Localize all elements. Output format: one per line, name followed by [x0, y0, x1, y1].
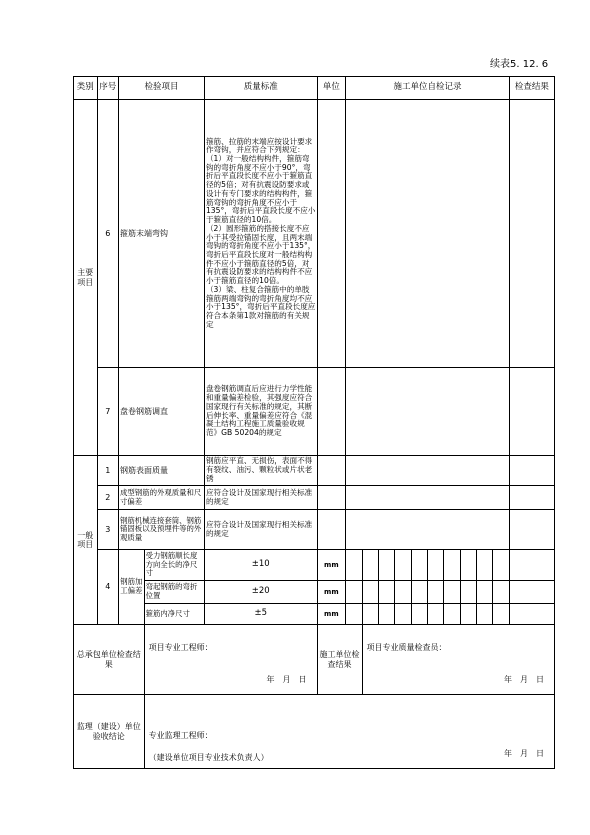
header-seq: 序号: [97, 77, 118, 100]
signature-row: [74, 695, 555, 769]
sub-item-name: 弯起钢筋的弯折位置: [144, 581, 204, 604]
supervision-sign-area[interactable]: [144, 695, 554, 769]
tolerance-value: ±20: [204, 581, 317, 604]
table-row: [74, 100, 555, 368]
inspection-table: [73, 76, 555, 769]
check-cell[interactable]: [444, 550, 460, 581]
check-cell[interactable]: [427, 581, 443, 604]
item-cell: 钢筋表面质量: [119, 456, 205, 486]
check-cell[interactable]: [362, 604, 378, 625]
unit-value: mm: [317, 581, 346, 604]
unit-value: mm: [317, 550, 346, 581]
standard-cell: 钢筋应平直、无损伤，表面不得有裂纹、油污、颗粒状或片状老锈: [204, 456, 317, 486]
check-cell[interactable]: [411, 581, 427, 604]
table-row: [74, 510, 555, 550]
check-cell[interactable]: [378, 581, 394, 604]
item-cell: 钢筋机械连接套筒、钢筋锚固板以及预埋件等的外观质量: [119, 510, 205, 550]
unit-cell[interactable]: [317, 456, 346, 486]
check-cell[interactable]: [346, 550, 362, 581]
standard-cell: 应符合设计及国家现行相关标准的规定: [204, 486, 317, 510]
supervision-label: 监理（建设）单位验收结论: [74, 695, 145, 769]
result-cell[interactable]: [509, 510, 554, 550]
check-cell[interactable]: [460, 550, 476, 581]
check-cell[interactable]: [346, 581, 362, 604]
header-item: 检验项目: [119, 77, 205, 100]
item-cell: 箍筋末端弯钩: [119, 100, 205, 368]
unit-cell[interactable]: [317, 100, 346, 368]
subcontractor-date: 年 月 日: [266, 674, 307, 684]
unit-cell[interactable]: [317, 510, 346, 550]
standard-cell: 应符合设计及国家现行相关标准的规定: [204, 510, 317, 550]
contractor-inspector-label: 项目专业质量检查员：: [366, 643, 447, 652]
subgroup-label: 钢筋加工偏差: [119, 550, 145, 625]
contractor-label: 施工单位检查结果: [317, 625, 362, 695]
check-cell[interactable]: [395, 550, 411, 581]
tolerance-value: ±10: [204, 550, 317, 581]
seq-cell: 4: [97, 550, 118, 625]
seq-cell: 2: [97, 486, 118, 510]
item-cell: 成型钢筋的外观质量和尺寸偏差: [119, 486, 205, 510]
standard-cell: 盘卷钢筋调直后应进行力学性能和重量偏差检验，其强度应符合国家现行有关标准的规定，其断后伸长率、重量偏差应符合《混凝土结构工程施工质量验收规范》GB 50204的规定: [204, 368, 317, 456]
supervision-engineer-label: 专业监理工程师：: [148, 731, 213, 740]
check-cell[interactable]: [477, 604, 493, 625]
check-cell[interactable]: [493, 550, 509, 581]
self-check-cell[interactable]: [346, 456, 510, 486]
table-row: [74, 486, 555, 510]
check-cell[interactable]: [362, 581, 378, 604]
seq-cell: 6: [97, 100, 118, 368]
table-row: [74, 604, 555, 625]
table-row: [74, 550, 555, 581]
subcontractor-label: 总承包单位检查结果: [74, 625, 145, 695]
contractor-date: 年 月 日: [504, 674, 544, 684]
result-cell[interactable]: [509, 486, 554, 510]
seq-cell: 3: [97, 510, 118, 550]
check-cell[interactable]: [477, 581, 493, 604]
result-cell[interactable]: [509, 550, 554, 581]
tolerance-value: ±5: [204, 604, 317, 625]
self-check-cell[interactable]: [346, 100, 510, 368]
contractor-sign-area[interactable]: [362, 625, 554, 695]
standard-cell: 箍筋、拉筋的末端应按设计要求作弯钩，并应符合下列规定： （1）对一般结构构件，箍筋弯钩的弯折角度不应小于90°，弯折后平直段长度不应小于箍筋直径的5倍；对有抗震设防要求或设计有专门要求的结构构件，箍筋弯钩的弯折角度不应小于135°，弯折后平直段长度不应小于箍筋直径的10倍。 （2）圆形箍筋的搭接长度不应小于其受拉锚固长度，且两末端弯钩的弯折角度不应小于135°，弯折后平直段长度对一般结构构件不应小于箍筋直径的5倍，对有抗震设防要求的结构构件不应小于箍筋直径的10倍。 （3）梁、柱复合箍筋中的单肢箍筋两端弯钩的弯折角度均不应小于135°，弯折后平直段长度应符合本条第1款对箍筋的有关规定: [204, 100, 317, 368]
supervision-date: 年 月 日: [504, 748, 544, 758]
check-cell[interactable]: [395, 604, 411, 625]
check-cell[interactable]: [346, 604, 362, 625]
header-standard: 质量标准: [204, 77, 317, 100]
supervision-note: （建设单位项目专业技术负责人）: [148, 753, 269, 762]
seq-cell: 7: [97, 368, 118, 456]
unit-value: mm: [317, 604, 346, 625]
check-cell[interactable]: [493, 604, 509, 625]
item-cell: 盘卷钢筋调直: [119, 368, 205, 456]
sub-item-name: 箍筋内净尺寸: [144, 604, 204, 625]
check-cell[interactable]: [477, 550, 493, 581]
result-cell[interactable]: [509, 456, 554, 486]
unit-cell[interactable]: [317, 368, 346, 456]
check-cell[interactable]: [411, 550, 427, 581]
check-cell[interactable]: [460, 604, 476, 625]
check-cell[interactable]: [444, 604, 460, 625]
self-check-cell[interactable]: [346, 486, 510, 510]
category-general: 一般项目: [74, 456, 98, 625]
table-continuation-label: 续表5. 12. 6: [490, 59, 549, 70]
table-row: [74, 368, 555, 456]
check-cell[interactable]: [411, 604, 427, 625]
check-cell[interactable]: [427, 604, 443, 625]
result-cell[interactable]: [509, 581, 554, 604]
check-cell[interactable]: [378, 550, 394, 581]
result-cell[interactable]: [509, 100, 554, 368]
subcontractor-sign-area[interactable]: [144, 625, 317, 695]
header-row: [74, 77, 555, 100]
check-cell[interactable]: [378, 604, 394, 625]
result-cell[interactable]: [509, 368, 554, 456]
self-check-cell[interactable]: [346, 368, 510, 456]
check-cell[interactable]: [427, 550, 443, 581]
unit-cell[interactable]: [317, 486, 346, 510]
result-cell[interactable]: [509, 604, 554, 625]
signature-row: [74, 625, 555, 695]
check-cell[interactable]: [444, 581, 460, 604]
check-cell[interactable]: [395, 581, 411, 604]
header-category: 类别: [74, 77, 98, 100]
check-cell[interactable]: [362, 550, 378, 581]
table-row: [74, 581, 555, 604]
self-check-cell[interactable]: [346, 510, 510, 550]
category-main: 主要项目: [74, 100, 98, 456]
header-self-check: 施工单位自检记录: [346, 77, 510, 100]
seq-cell: 1: [97, 456, 118, 486]
header-unit: 单位: [317, 77, 346, 100]
table-row: [74, 456, 555, 486]
check-cell[interactable]: [460, 581, 476, 604]
subcontractor-engineer-label: 项目专业工程师：: [148, 643, 213, 652]
sub-item-name: 受力钢筋顺长度方向全长的净尺寸: [144, 550, 204, 581]
header-result: 检查结果: [509, 77, 554, 100]
check-cell[interactable]: [493, 581, 509, 604]
